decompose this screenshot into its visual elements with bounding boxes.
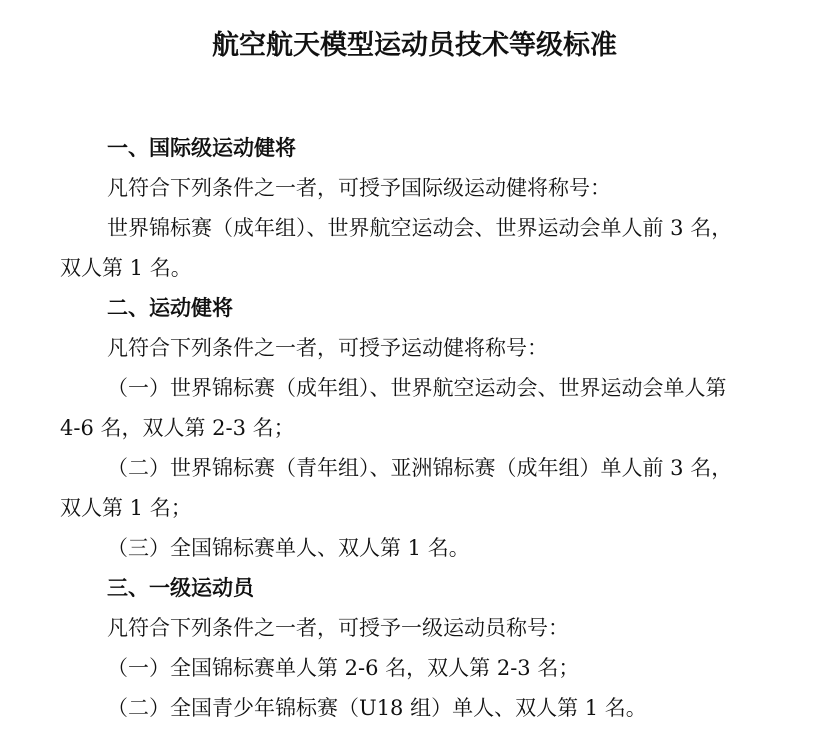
paragraph-line: （二）世界锦标赛（青年组）、亚洲锦标赛（成年组）单人前 3 名，: [107, 456, 733, 480]
paragraph-line: 凡符合下列条件之一者，可授予一级运动员称号：: [107, 616, 569, 640]
section-heading-international-master: 一、国际级运动健将: [107, 136, 296, 160]
paragraph-line: 凡符合下列条件之一者，可授予运动健将称号：: [107, 336, 548, 360]
paragraph-line: （三）全国锦标赛单人、双人第 1 名。: [107, 536, 470, 560]
paragraph-line: （一）世界锦标赛（成年组）、世界航空运动会、世界运动会单人第: [107, 376, 727, 400]
paragraph-line: 双人第 1 名。: [60, 256, 192, 280]
paragraph-line: 双人第 1 名；: [60, 496, 192, 520]
section-heading-first-class: 三、一级运动员: [107, 576, 254, 600]
section-heading-master: 二、运动健将: [107, 296, 233, 320]
paragraph-line: （一）全国锦标赛单人第 2-6 名，双人第 2-3 名；: [107, 656, 580, 680]
paragraph-line: （二）全国青少年锦标赛（U18 组）单人、双人第 1 名。: [107, 696, 647, 720]
paragraph-line: 凡符合下列条件之一者，可授予国际级运动健将称号：: [107, 176, 611, 200]
paragraph-line: 世界锦标赛（成年组）、世界航空运动会、世界运动会单人前 3 名，: [107, 216, 733, 240]
document-title: 航空航天模型运动员技术等级标准: [212, 30, 617, 61]
paragraph-line: 4-6 名，双人第 2-3 名；: [60, 416, 295, 440]
